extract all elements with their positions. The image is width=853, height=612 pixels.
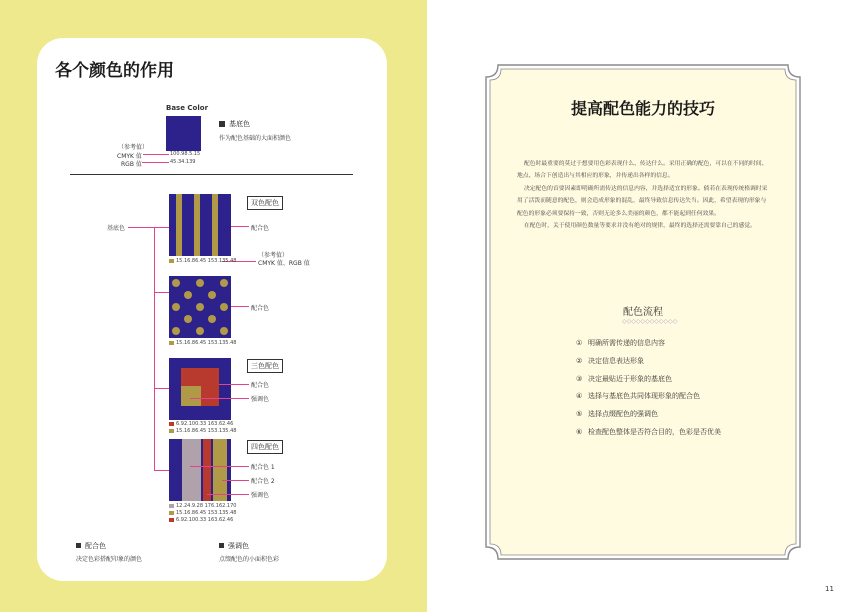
two-color-label: 双色配色 — [247, 196, 283, 210]
qiangdiao-legend-square-icon — [219, 543, 224, 548]
dots-peise: 配合色 — [251, 305, 270, 312]
page-number: 11 — [825, 585, 834, 593]
base-color-swatch — [166, 116, 201, 151]
four-qiangdiao-pointer — [207, 494, 249, 495]
base-cmyk-value: 100.98.5.15 — [170, 151, 201, 157]
three-qiangdiao: 强调色 — [251, 396, 270, 403]
flow-item: ② 决定信息表达形象 — [576, 357, 644, 365]
cmyk-value-label: CMYK 值 — [117, 153, 142, 160]
base-vertical-line — [154, 227, 155, 470]
base-legend-title: 基底色 — [229, 120, 250, 128]
base-branch-2 — [154, 292, 169, 293]
three-color-label: 三色配色 — [247, 359, 283, 373]
three-qiangdiao-pointer — [190, 398, 249, 399]
four-color-label: 四色配色 — [247, 440, 283, 454]
divider — [70, 174, 353, 175]
cmyk-rgb-label: CMYK 值、RGB 值 — [258, 260, 310, 267]
base-color-heading: Base Color — [166, 104, 209, 112]
three-peise: 配合色 — [251, 382, 270, 389]
three-swatch-row-1: 6.92.100.33 163.62.46 — [169, 421, 233, 427]
base-legend-square-icon — [219, 121, 225, 127]
four-peise1: 配合色 1 — [251, 464, 275, 471]
three-peise-pointer — [219, 384, 249, 385]
flow-title: 配色流程 — [623, 307, 663, 318]
base-rgb-value: 45.34.139 — [170, 159, 196, 165]
qiangdiao-legend-title: 强调色 — [228, 542, 249, 550]
four-peise1-pointer — [190, 466, 249, 467]
four-peise2-pointer — [222, 480, 249, 481]
base-legend-desc: 作为配色基础的大面积颜色 — [219, 135, 292, 142]
peise-legend-desc: 决定色彩搭配印象的颜色 — [76, 556, 143, 563]
jidi-label: 基底色 — [107, 225, 126, 232]
flow-item: ⑥ 检查配色整体是否符合目的，色彩是否优美 — [576, 428, 721, 436]
ref-value-label-2: （参考值） — [258, 252, 289, 259]
qiangdiao-legend-desc: 点缀配色的小面积色彩 — [219, 556, 280, 563]
two-color-peise: 配合色 — [251, 225, 270, 232]
three-swatch-row-2: 15.16.86.45 153.135.48 — [169, 428, 236, 434]
base-branch-4 — [154, 470, 169, 471]
cmyk-pointer-line — [143, 154, 169, 155]
two-color-swatch-row: 15.16.86.45 153.135.48 — [169, 258, 236, 264]
base-branch-3 — [154, 388, 169, 389]
four-peise2: 配合色 2 — [251, 478, 275, 485]
paragraph-3: 在配色时，关于使用颜色数量等要求并没有绝对的规律，最终的选择还需要靠自己的感觉。 — [523, 223, 756, 230]
dots-sample — [169, 276, 231, 338]
four-swatch-row-3: 6.92.100.33 163.62.46 — [169, 517, 233, 523]
three-color-sample — [169, 358, 231, 420]
paragraph-1: 配色时最重要的莫过于想要用色彩表现什么、传达什么。采用正确的配色，可以在不同的时间、地点、场合下创造出与其相应的形象，并传递出各样的信息。 — [517, 161, 768, 180]
flow-item: ⑤ 选择点缀配色的强调色 — [576, 410, 658, 418]
peise-legend-title: 配合色 — [85, 542, 106, 550]
four-qiangdiao: 强调色 — [251, 492, 270, 499]
dots-pointer — [231, 306, 249, 307]
four-swatch-row-1: 12.24.9.28 176.162.170 — [169, 503, 236, 509]
body-text — [517, 158, 771, 232]
four-color-sample — [169, 439, 231, 501]
base-connector-line — [128, 227, 169, 228]
four-swatch-row-2: 15.16.86.45 153.135.48 — [169, 510, 236, 516]
two-color-sample — [169, 194, 231, 256]
rgb-pointer-line — [142, 162, 169, 163]
flow-item: ① 明确所需传递的信息内容 — [576, 339, 665, 347]
peise-legend-square-icon — [76, 543, 81, 548]
right-page-title: 提高配色能力的技巧 — [570, 99, 715, 118]
flow-title-underline: ◇◇◇◇◇◇◇◇◇◇◇◇ — [622, 318, 678, 325]
flow-item: ④ 选择与基底色共同体现形象的配合色 — [576, 392, 700, 400]
paragraph-2: 决定配色的首要因素即明确所需传达的信息内容，并选择适宜的形象。倘若在表现传统格调时采用了活泼而随意的配色，则会造成形象的混乱，最终导致信息传达失当。因此，希望表现的形象与配色的形象必须要保持一致，否则无论多么美丽的颜色，都不能起到任何效果。 — [517, 185, 768, 217]
two-color-pointer — [231, 226, 249, 227]
dots-swatch-row: 15.16.86.45 153.135.48 — [169, 340, 236, 346]
flow-item: ③ 决定最贴近于形象的基底色 — [576, 375, 672, 383]
ref-value-label: （参考值） — [118, 144, 149, 151]
rgb-value-label: RGB 值 — [121, 161, 142, 168]
left-page-title: 各个颜色的作用 — [55, 61, 174, 81]
